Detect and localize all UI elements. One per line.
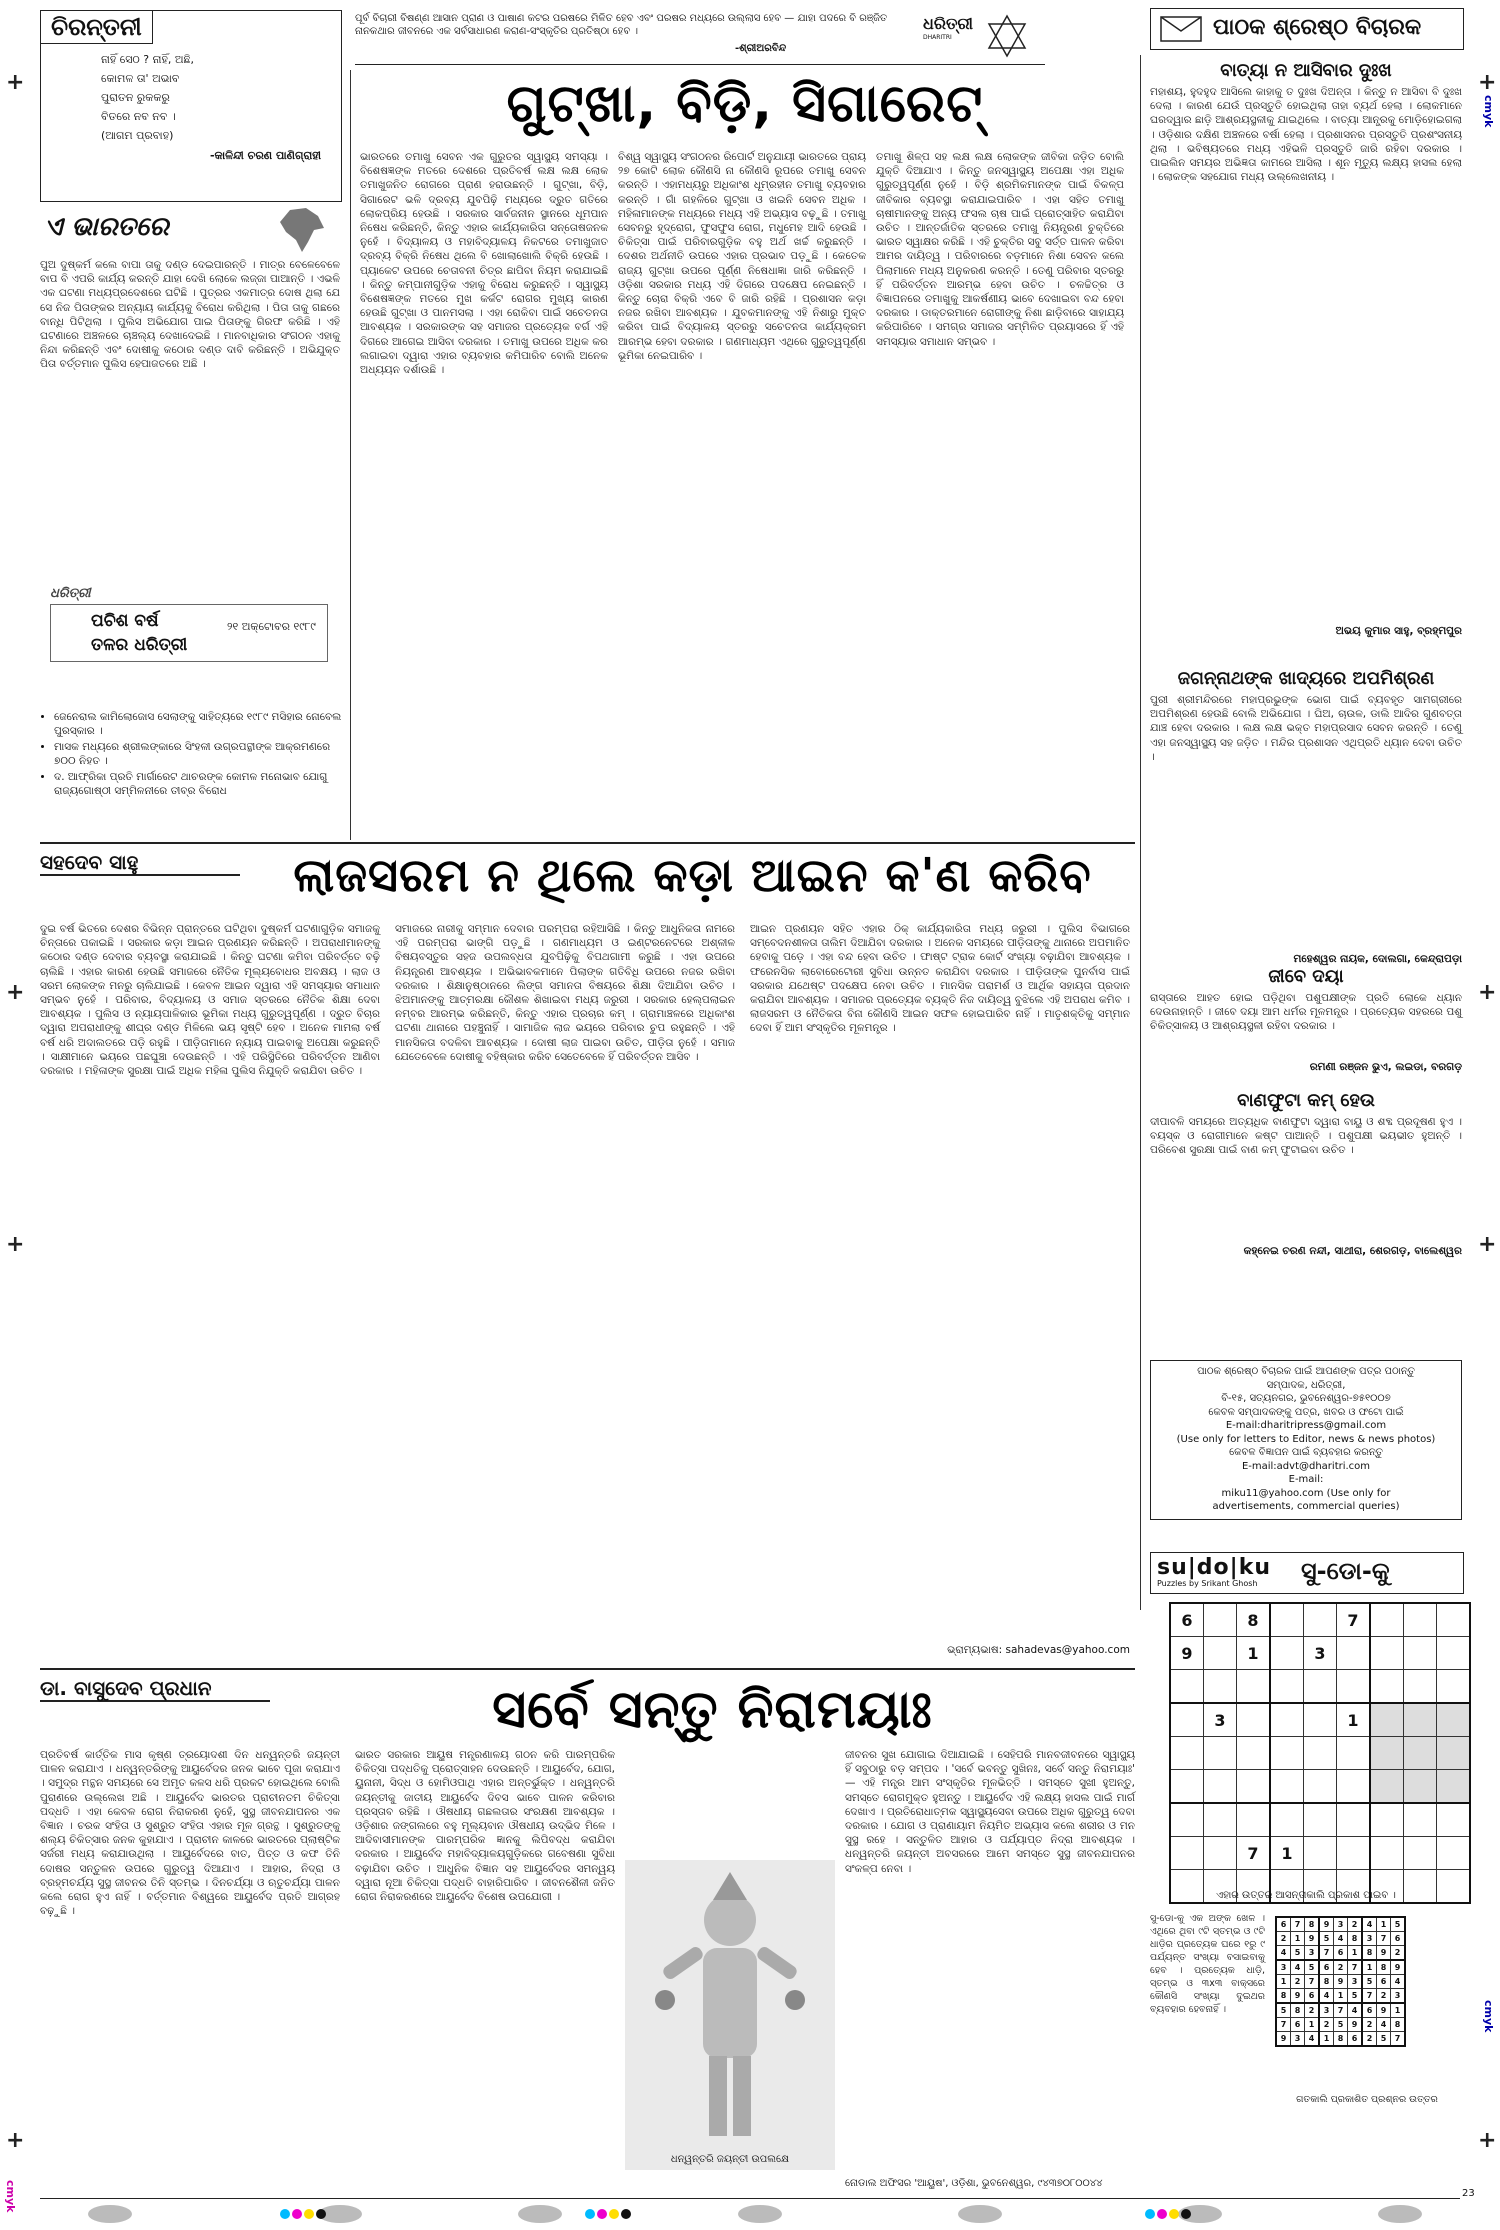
miku-email-link[interactable]: miku11@yahoo.com (Use only for <box>1221 1487 1391 1499</box>
sudoku-cell: 7 <box>1377 1932 1391 1946</box>
sudoku-cell[interactable] <box>1370 1637 1404 1670</box>
sudoku-cell[interactable] <box>1204 1770 1237 1804</box>
sudoku-cell[interactable] <box>1337 1837 1371 1870</box>
masthead-logo: ଧରିତ୍ରୀ DHARITRI <box>923 14 973 41</box>
sudoku-cell: 7 <box>1319 1946 1334 1961</box>
registration-mark: + <box>1478 980 1497 1005</box>
sudoku-cell[interactable] <box>1304 1770 1337 1804</box>
sudoku-cell[interactable] <box>1370 1603 1404 1637</box>
print-color-bar <box>0 2202 1500 2230</box>
registration-mark: + <box>6 980 25 1005</box>
sudoku-cell: 5 <box>1291 1946 1305 1961</box>
sudoku-cell: 8 <box>1305 1917 1320 1932</box>
ebharat-title: ଏ ଭାରତରେ <box>44 212 169 242</box>
sudoku-cell: 4 <box>1276 1946 1291 1961</box>
sudoku-cell[interactable] <box>1170 1837 1204 1870</box>
sudoku-cell: 8 <box>1291 2003 1305 2018</box>
laaj-headline: ଲାଜସରମ ନ ଥିଲେ କଡ଼ା ଆଇନ କ'ଣ କରିବ <box>293 848 1092 902</box>
sudoku-cell: 7 <box>1337 1603 1371 1637</box>
sudoku-cell: 6 <box>1334 1946 1348 1961</box>
letter-4 <box>1150 1090 1466 1258</box>
sudoku-cell: 6 <box>1362 2003 1377 2018</box>
sudoku-cell[interactable] <box>1170 1703 1204 1737</box>
sudoku-row <box>1276 1960 1405 1975</box>
letter-body: ଦୀପାବଳି ସମୟରେ ଅତ୍ୟଧିକ ବାଣଫୁଟା ଦ୍ୱାରା ବାୟୁ ଓ ଶବ୍ଦ ପ୍ରଦୂଷଣ ହୁଏ । ବୟସ୍କ ଓ ରୋଗୀମାନେ କଷ୍ଟ ପାଆନ୍ତି । ପଶୁପକ୍ଷୀ ଭୟଭୀତ ହୁଅନ୍ତି । ପରିବେଶ ସୁରକ୍ଷା ପାଇଁ ବାଣ କମ୍ ଫୁଟାଇବା ଉଚିତ । <box>1150 1116 1466 1157</box>
sudoku-cell[interactable] <box>1270 1603 1304 1637</box>
star-emblem-icon <box>985 12 1030 60</box>
letter-sign: ରମଣୀ ରଞ୍ଜନ ଭୁଏ, ଲଇଡା, ବରଗଡ଼ <box>1309 1061 1462 1073</box>
sudoku-cell[interactable] <box>1337 1637 1371 1670</box>
sudoku-cell[interactable] <box>1170 1770 1204 1804</box>
laaj-col3: ଆଇନ ପ୍ରଣୟନ ସହିତ ଏହାର ଠିକ୍ କାର୍ଯ୍ୟକାରିତା ମଧ୍ୟ ଜରୁରୀ । ପୁଲିସ ବିଭାଗରେ ସମ୍ବେଦନଶୀଳତା ତାଲିମ ଦିଆଯିବା ଦରକାର । ଅନେକ ସମୟରେ ପୀଡ଼ିତାଙ୍କୁ ଥାନାରେ ଅପମାନିତ ହେବାକୁ ପଡ଼େ । ଏହା ବନ୍ଦ ହେବା ଉଚିତ । ଫାଷ୍ଟ ଟ୍ରାକ କୋର୍ଟ ସଂଖ୍ୟା ବଢ଼ାଯିବା ଆବଶ୍ୟକ । ଫରେନସିକ ଲାବୋରେଟୋରୀ ସୁବିଧା ଉନ୍ନତ କରାଯିବା ଦରକାର । ପୀଡ଼ିତାଙ୍କ ପୁନର୍ବାସ ପାଇଁ ସରକାର ଯଥେଷ୍ଟ ପଦକ୍ଷେପ ନେବା ଉଚିତ । ମାନସିକ ପରାମର୍ଶ ଓ ଆର୍ଥିକ ସହାୟତା ପ୍ରଦାନ କରାଯିବା ଆବଶ୍ୟକ । ସମାଜର ପ୍ରତ୍ୟେକ ବ୍ୟକ୍ତି ନିଜ ଦାୟିତ୍ୱ ବୁଝିଲେ ଏହି ଅପରାଧ କମିବ । ଲାଜସରମ ଓ ନୈତିକତା ବିନା କୌଣସି ଆଇନ ସଫଳ ହୋଇପାରିବ ନାହିଁ । ମାତୃଶକ୍ତିକୁ ସମ୍ମାନ ଦେବା ହିଁ ଆମ ସଂସ୍କୃତିର ମୂଳମନ୍ତ୍ର । <box>750 923 1134 1035</box>
sudoku-row <box>1170 1703 1470 1737</box>
sudoku-cell[interactable] <box>1204 1803 1237 1837</box>
sudoku-cell: 7 <box>1334 2003 1348 2018</box>
page-number: 23 <box>1462 2188 1475 2199</box>
sudoku-cell[interactable] <box>1304 1670 1337 1704</box>
sudoku-cell: 2 <box>1319 2018 1334 2032</box>
sudoku-caption: ଏହାର ଉତ୍ତର ଆସନ୍ତାକାଲି ପ୍ରକାଶ ପାଇବ । <box>1216 1890 1396 1901</box>
sudoku-cell[interactable] <box>1337 1670 1371 1704</box>
advt-email-link[interactable]: E-mail:advt@dharitri.com <box>1241 1460 1371 1472</box>
letters-address-box: ପାଠକ ଶ୍ରେଷ୍ଠ ବିଚାରକ ପାଇଁ ଆପଣଙ୍କ ପତ୍ର ପଠାନ୍ତୁ ସମ୍ପାଦକ, ଧରିତ୍ରୀ, ବି-୧୫, ସତ୍ୟନଗର, ଭୁବନେଶ୍ୱର-୭୫୧୦୦୭ କେବଳ ସମ୍ପାଦକଙ୍କୁ ପତ୍ର, ଖବର ଓ ଫଟୋ ପାଇଁ E-mail:dharitripress@gmail.com (Use only for letters to Editor, news & news photos) କେବଳ ବିଜ୍ଞାପନ ପାଇଁ ବ୍ୟବହାର କରନ୍ତୁ E-mail:advt@dharitri.com E-mail: miku11@yahoo.com (Use only for advertisements, commercial queries) <box>1150 1360 1462 1520</box>
sudoku-cell: 4 <box>1291 1960 1305 1975</box>
sudoku-cell: 1 <box>1334 1989 1348 2004</box>
sudoku-cell[interactable] <box>1404 1603 1437 1637</box>
registration-mark: + <box>1478 2128 1497 2153</box>
sudoku-cell: 1 <box>1377 1917 1391 1932</box>
chirantani-title: ଚିରନ୍ତନୀ <box>41 11 153 44</box>
sudoku-cell[interactable] <box>1370 1770 1404 1804</box>
sudoku-cell: 8 <box>1319 1975 1334 1989</box>
sudoku-cell: 8 <box>1276 1989 1291 2004</box>
sudoku-cell: 1 <box>1319 2032 1334 2047</box>
sudoku-cell[interactable] <box>1204 1603 1237 1637</box>
history-line1: ପଚିଶ ବର୍ଷ <box>91 611 159 631</box>
sudoku-cell: 3 <box>1348 1975 1363 1989</box>
sudoku-cell[interactable] <box>1270 1703 1304 1737</box>
sudoku-row <box>1276 2032 1405 2047</box>
letter-title: ବାଣଫୁଟା କମ୍ ହେଉ <box>1237 1090 1375 1111</box>
envelope-icon <box>1159 13 1207 45</box>
letter-title: ଜୀବେ ଦୟା <box>1268 966 1344 987</box>
sudoku-cell: 5 <box>1391 1917 1406 1932</box>
history-label: ଧରିତ୍ରୀ <box>50 586 91 601</box>
sudoku-cell: 7 <box>1348 1960 1363 1975</box>
sudoku-cell: 9 <box>1334 1975 1348 1989</box>
sudoku-cell: 3 <box>1291 2032 1305 2047</box>
sudoku-cell: 1 <box>1305 2018 1320 2032</box>
sudoku-cell: 5 <box>1348 1989 1363 2004</box>
sudoku-table <box>1169 1602 1471 1904</box>
registration-mark: + <box>1478 70 1497 95</box>
sudoku-cell[interactable] <box>1204 1837 1237 1870</box>
sudoku-cell: 3 <box>1304 1637 1337 1670</box>
sudoku-cell: 9 <box>1348 2018 1363 2032</box>
cmyk-mark: cmyk <box>1482 2000 1495 2033</box>
sarve-col2: ଭାରତ ସରକାର ଆୟୁଷ ମନ୍ତ୍ରଣାଳୟ ଗଠନ କରି ପାରମ୍ପରିକ ଚିକିତ୍ସା ପଦ୍ଧତିକୁ ପ୍ରୋତ୍ସାହନ ଦେଉଛନ୍ତି । ଆୟୁର୍ବେଦ, ଯୋଗ, ୟୁନାନୀ, ସିଦ୍ଧ ଓ ହୋମିଓପାଥି ଏହାର ଅନ୍ତର୍ଭୁକ୍ତ । ଧନ୍ୱନ୍ତରି ଜୟନ୍ତୀକୁ ଜାତୀୟ ଆୟୁର୍ବେଦ ଦିବସ ଭାବେ ପାଳନ କରିବାର ପ୍ରସ୍ତାବ ରହିଛି । ଔଷଧୀୟ ଗଛଲତାର ସଂରକ୍ଷଣ ଆବଶ୍ୟକ । ଓଡ଼ିଶାର ଜଙ୍ଗଲରେ ବହୁ ମୂଲ୍ୟବାନ ଔଷଧୀୟ ଉଦ୍ଭିଦ ମିଳେ । ଆଦିବାସୀମାନଙ୍କ ପାରମ୍ପରିକ ଜ୍ଞାନକୁ ଲିପିବଦ୍ଧ କରାଯିବା ଦରକାର । ଆୟୁର୍ବେଦ ମହାବିଦ୍ୟାଳୟଗୁଡ଼ିକରେ ଗବେଷଣା ସୁବିଧା ବଢ଼ାଯିବା ଉଚିତ । ଆଧୁନିକ ବିଜ୍ଞାନ ସହ ଆୟୁର୍ବେଦର ସମନ୍ୱୟ ଦ୍ୱାରା ନୂଆ ଚିକିତ୍ସା ପଦ୍ଧତି ବାହାରିପାରିବ । ଜୀବନଶୈଳୀ ଜନିତ ରୋଗ ନିରାକରଣରେ ଆୟୁର୍ବେଦ ବିଶେଷ ଉପଯୋଗୀ । <box>355 1749 619 1904</box>
sudoku-cell: 1 <box>1348 1946 1363 1961</box>
sudoku-cell[interactable] <box>1370 1703 1404 1737</box>
sudoku-header <box>1150 1552 1464 1594</box>
sudoku-cell[interactable] <box>1404 1703 1437 1737</box>
sudoku-cell: 2 <box>1348 1917 1363 1932</box>
sudoku-cell[interactable] <box>1404 1637 1437 1670</box>
sudoku-cell: 1 <box>1276 1975 1291 1989</box>
sudoku-cell[interactable] <box>1404 1803 1437 1837</box>
india-map-icon <box>272 206 332 256</box>
sudoku-cell: 7 <box>1291 1917 1305 1932</box>
dhanwantari-image <box>625 1860 835 2170</box>
sudoku-cell: 2 <box>1391 1946 1406 1961</box>
sudoku-cell: 2 <box>1305 2003 1320 2018</box>
sudoku-cell: 4 <box>1391 1975 1406 1989</box>
sudoku-cell: 3 <box>1276 1960 1291 1975</box>
sudoku-answer-grid <box>1275 1916 1406 2047</box>
sudoku-cell[interactable] <box>1237 1703 1271 1737</box>
sudoku-row <box>1170 1670 1470 1704</box>
letter-sign: ଅଭୟ କୁମାର ସାହୁ, ବ୍ରହ୍ମପୁର <box>1335 625 1462 637</box>
sudoku-cell: 3 <box>1362 1932 1377 1946</box>
sudoku-answer-table <box>1275 1916 1406 2047</box>
letter-3 <box>1150 966 1466 1074</box>
sudoku-cell[interactable] <box>1370 1737 1404 1770</box>
sudoku-cell: 5 <box>1377 2032 1391 2047</box>
sudoku-cell[interactable] <box>1237 1670 1271 1704</box>
sudoku-cell[interactable] <box>1270 1803 1304 1837</box>
sudoku-cell: 1 <box>1291 1932 1305 1946</box>
sudoku-cell[interactable] <box>1270 1770 1304 1804</box>
sudoku-cell: 3 <box>1204 1703 1237 1737</box>
sudoku-cell: 8 <box>1348 1932 1363 1946</box>
sudoku-cell: 7 <box>1237 1837 1271 1870</box>
gutkha-headline: ଗୁଟ୍‌ଖା, ବିଡ଼ି, ସିଗାରେଟ୍‌ <box>506 74 984 134</box>
sudoku-answer-caption: ଗତକାଲି ପ୍ରକାଶିତ ପ୍ରଶ୍ନର ଉତ୍ତର <box>1296 2094 1438 2105</box>
masthead-quote-strip <box>355 12 1045 65</box>
sudoku-cell[interactable] <box>1170 1737 1204 1770</box>
letter-body: ରାସ୍ତାରେ ଆହତ ହୋଇ ପଡ଼ିଥିବା ପଶୁପକ୍ଷୀଙ୍କ ପ୍ରତି ଲୋକେ ଧ୍ୟାନ ଦେଉନାହାନ୍ତି । ଜୀବେ ଦୟା ଆମ ଧର୍ମର ମୂଳମନ୍ତ୍ର । ପ୍ରତ୍ୟେକ ସହରରେ ପଶୁ ଚିକିତ୍ସାଳୟ ଓ ଆଶ୍ରୟସ୍ଥଳୀ ରହିବା ଦରକାର । <box>1150 992 1466 1033</box>
sudoku-cell: 9 <box>1391 1960 1406 1975</box>
list-item: • ମାସକ ମଧ୍ୟରେ ଶ୍ରୀଲଙ୍କାରେ ସିଂହଳୀ ଉଗ୍ରପନ୍ଥୀଙ୍କ ଆକ୍ରମଣରେ ୭୦୦ ନିହତ । <box>54 740 354 768</box>
sudoku-row <box>1170 1737 1470 1770</box>
sudoku-cell[interactable] <box>1337 1770 1371 1804</box>
registration-mark: + <box>1478 1232 1497 1257</box>
letter-2 <box>1150 668 1466 966</box>
laaj-author: ସହଦେବ ସାହୁ <box>40 850 240 876</box>
registration-mark: + <box>6 1232 25 1257</box>
sudoku-cell: 7 <box>1276 2018 1291 2032</box>
sudoku-cell[interactable] <box>1337 1803 1371 1837</box>
sudoku-cell[interactable] <box>1304 1837 1337 1870</box>
sudoku-cell[interactable] <box>1270 1737 1304 1770</box>
sudoku-cell: 9 <box>1305 1932 1320 1946</box>
sudoku-cell[interactable] <box>1170 1670 1204 1704</box>
letters-banner <box>1150 8 1464 50</box>
sudoku-cell[interactable] <box>1404 1670 1437 1704</box>
sudoku-row <box>1276 1975 1405 1989</box>
sudoku-row <box>1170 1803 1470 1837</box>
sudoku-cell[interactable] <box>1204 1637 1237 1670</box>
list-item: • ଦ. ଆଫ୍ରିକା ପ୍ରତି ମାର୍ଗାରେଟ ଥାଚରଙ୍କ କୋମଳ ମନୋଭାବ ଯୋଗୁ ରାଜ୍ୟଗୋଷ୍ଠୀ ସମ୍ମିଳନୀରେ ତୀବ୍ର ବିରୋଧ <box>54 770 354 798</box>
sudoku-cell[interactable] <box>1370 1803 1404 1837</box>
sudoku-cell[interactable] <box>1170 1803 1204 1837</box>
sudoku-row <box>1276 1932 1405 1946</box>
sudoku-row <box>1170 1603 1470 1637</box>
sudoku-cell: 4 <box>1377 2018 1391 2032</box>
sudoku-cell: 9 <box>1276 2032 1291 2047</box>
sudoku-cell: 5 <box>1319 1932 1334 1946</box>
sudoku-cell: 9 <box>1377 2003 1391 2018</box>
letter-body: ପୁରୀ ଶ୍ରୀମନ୍ଦିରରେ ମହାପ୍ରଭୁଙ୍କ ଭୋଗ ପାଇଁ ବ୍ୟବହୃତ ସାମଗ୍ରୀରେ ଅପମିଶ୍ରଣ ହେଉଛି ବୋଲି ଅଭିଯୋଗ । ଘିଅ, ଚାଉଳ, ଡାଲି ଆଦିର ଗୁଣବତ୍ତା ଯାଞ୍ଚ ହେବା ଦରକାର । ଲକ୍ଷ ଲକ୍ଷ ଭକ୍ତ ମହାପ୍ରସାଦ ସେବନ କରନ୍ତି । ତେଣୁ ଏହା ଜନସ୍ୱାସ୍ଥ୍ୟ ସହ ଜଡ଼ିତ । ମନ୍ଦିର ପ୍ରଶାସନ ଏଥିପ୍ରତି ଧ୍ୟାନ ଦେବା ଉଚିତ । <box>1150 694 1466 763</box>
sudoku-cell[interactable] <box>1437 1803 1471 1837</box>
sudoku-cell[interactable] <box>1270 1637 1304 1670</box>
editor-email-link[interactable]: E-mail:dharitripress@gmail.com <box>1225 1420 1387 1431</box>
letter-title: ବାତ୍ୟା ନ ଆସିବାର ଦୁଃଖ <box>1220 60 1392 81</box>
sudoku-cell[interactable] <box>1237 1770 1271 1804</box>
sudoku-cell: 9 <box>1319 1917 1334 1932</box>
deity-illustration-icon <box>625 1860 835 2150</box>
sudoku-cell: 6 <box>1391 1932 1406 1946</box>
sudoku-cell[interactable] <box>1437 1737 1471 1770</box>
ebharat-header <box>40 212 340 254</box>
sudoku-cell: 6 <box>1170 1603 1204 1637</box>
image-caption: ଧନ୍ୱନ୍ତରି ଜୟନ୍ତୀ ଉପଲକ୍ଷେ <box>670 2154 790 2165</box>
history-list <box>40 710 354 798</box>
sudoku-cell: 2 <box>1377 1989 1391 2004</box>
list-item: • ଜେନେରାଲ କାମିଲୋଜୋସ ସେଲାଙ୍କୁ ସାହିତ୍ୟରେ ୧୯୮୯ ମସିହାର ନୋବେଲ ପୁରସ୍କାର । <box>54 710 354 738</box>
letter-1 <box>1150 60 1466 638</box>
sudoku-howto: ସୁ-ଡୋ-କୁ ଏକ ଅଙ୍କ ଖେଳ । ଏଥିରେ ଥିବା ୯ଟି ସ୍ତମ୍ଭ ଓ ୯ଟି ଧାଡ଼ିର ପ୍ରତ୍ୟେକ ଘରେ ୧ରୁ ୯ ପର୍ଯ୍ୟନ୍ତ ସଂଖ୍ୟା ବସାଇବାକୁ ହେବ । ପ୍ରତ୍ୟେକ ଧାଡ଼ି, ସ୍ତମ୍ଭ ଓ ୩x୩ ବାକ୍ସରେ କୌଣସି ସଂଖ୍ୟା ଦୁଇଥର ବ୍ୟବହାର ହେବନାହିଁ । <box>1150 1913 1269 2015</box>
sudoku-cell[interactable] <box>1437 1603 1471 1637</box>
sudoku-odia-title: ସୁ-ଡୋ-କୁ <box>1301 1557 1390 1585</box>
sudoku-cell[interactable] <box>1204 1670 1237 1704</box>
sudoku-cell: 8 <box>1391 2018 1406 2032</box>
sudoku-cell: 2 <box>1276 1932 1291 1946</box>
sarve-col1: ପ୍ରତିବର୍ଷ କାର୍ତ୍ତିକ ମାସ କୃଷ୍ଣ ତ୍ରୟୋଦଶୀ ଦିନ ଧନ୍ୱନ୍ତରି ଜୟନ୍ତୀ ପାଳନ କରାଯାଏ । ଧନ୍ୱନ୍ତରିଙ୍କୁ ଆୟୁର୍ବେଦର ଜନକ ଭାବେ ପୂଜା କରାଯାଏ । ସମୁଦ୍ର ମନ୍ଥନ ସମୟରେ ସେ ଅମୃତ କଳସ ଧରି ପ୍ରକଟ ହୋଇଥିଲେ ବୋଲି ପୁରାଣରେ ଉଲ୍ଲେଖ ଅଛି । ଆୟୁର୍ବେଦ ଭାରତର ପ୍ରାଚୀନତମ ଚିକିତ୍ସା ପଦ୍ଧତି । ଏହା କେବଳ ରୋଗ ନିରାକରଣ ନୁହେଁ, ସୁସ୍ଥ ଜୀବନଯାପନର ଏକ ବିଜ୍ଞାନ । ଚରକ ସଂହିତା ଓ ସୁଶ୍ରୁତ ସଂହିତା ଏହାର ମୂଳ ଗ୍ରନ୍ଥ । ସୁଶ୍ରୁତଙ୍କୁ ଶଲ୍ୟ ଚିକିତ୍ସାର ଜନକ କୁହାଯାଏ । ପ୍ରାଚୀନ କାଳରେ ଭାରତରେ ପ୍ଲାଷ୍ଟିକ ସର୍ଜରୀ ମଧ୍ୟ କରାଯାଉଥିଲା । ଆୟୁର୍ବେଦରେ ବାତ, ପିତ୍ତ ଓ କଫ ତିନି ଦୋଷର ସନ୍ତୁଳନ ଉପରେ ଗୁରୁତ୍ୱ ଦିଆଯାଏ । ଆହାର, ନିଦ୍ରା ଓ ବ୍ରହ୍ମଚର୍ଯ୍ୟ ସୁସ୍ଥ ଜୀବନର ତିନି ସ୍ତମ୍ଭ । ଦିନଚର୍ଯ୍ୟା ଓ ଋତୁଚର୍ଯ୍ୟା ପାଳନ କଲେ ରୋଗ ହୁଏ ନାହିଁ । ବର୍ତ୍ତମାନ ବିଶ୍ୱରେ ଆୟୁର୍ବେଦ ପ୍ରତି ଆଗ୍ରହ ବଢ଼ୁଛି । <box>40 1749 344 1918</box>
masthead-quote: ପୂର୍ବ ବିଚାରୀ ବିଷଣ୍ଣ ଆସାନ ପ୍ରାଣ ଓ ପାଷାଣ କଟର ପରଷରେ ମିଳିତ ହେବ ଏବଂ ପରଷର ମଧ୍ୟରେ ଉଲ୍ଲାସ ହେବ — ଯାହା ପଦରେ ବି ରଞ୍ଜିତ ନାନକଥାର ଜୀବନରେ ଏକ ସର୍ବସାଧାରଣ କରାଣ-ସଂସ୍କୃତିର ପ୍ରତିଷ୍ଠା ହେବ । <box>355 13 888 37</box>
sudoku-cell[interactable] <box>1304 1603 1337 1637</box>
sudoku-cell[interactable] <box>1337 1737 1371 1770</box>
sudoku-cell[interactable] <box>1304 1737 1337 1770</box>
sudoku-cell: 4 <box>1305 2032 1320 2047</box>
sudoku-cell: 9 <box>1170 1637 1204 1670</box>
sudoku-cell: 3 <box>1319 2003 1334 2018</box>
sudoku-cell: 5 <box>1305 1960 1320 1975</box>
sudoku-cell[interactable] <box>1437 1770 1471 1804</box>
sudoku-cell[interactable] <box>1237 1803 1271 1837</box>
sudoku-cell[interactable] <box>1370 1837 1404 1870</box>
sudoku-cell: 5 <box>1276 2003 1291 2018</box>
sudoku-cell: 8 <box>1237 1603 1271 1637</box>
laaj-col2: ସମାଜରେ ନାରୀକୁ ସମ୍ମାନ ଦେବାର ପରମ୍ପରା ରହିଆସିଛି । କିନ୍ତୁ ଆଧୁନିକତା ନାମରେ ଏହି ପରମ୍ପରା ଭାଙ୍ଗି ପଡ଼ୁଛି । ଗଣମାଧ୍ୟମ ଓ ଇଣ୍ଟରନେଟରେ ଅଶ୍ଳୀଳ ବିଷୟବସ୍ତୁର ସହଜ ଉପଲବ୍ଧତା ଯୁବପିଢ଼ିକୁ ବିପଥଗାମୀ କରୁଛି । ଏହା ଉପରେ ନିୟନ୍ତ୍ରଣ ଆବଶ୍ୟକ । ଅଭିଭାବକମାନେ ପିଲାଙ୍କ ଗତିବିଧି ଉପରେ ନଜର ରଖିବା ଦରକାର । ଶିକ୍ଷାନୁଷ୍ଠାନରେ ଲିଙ୍ଗ ସମାନତା ବିଷୟରେ ଶିକ୍ଷା ଦିଆଯିବା ଉଚିତ । ଝିଅମାନଙ୍କୁ ଆତ୍ମରକ୍ଷା କୌଶଳ ଶିଖାଇବା ମଧ୍ୟ ଜରୁରୀ । ସରକାର ହେଲ୍ପଲାଇନ ନମ୍ବର ଆରମ୍ଭ କରିଛନ୍ତି, କିନ୍ତୁ ଏହାର ପ୍ରଚାର କମ୍ । ଗ୍ରାମାଞ୍ଚଳରେ ଅଧିକାଂଶ ଘଟଣା ଥାନାରେ ପହଞ୍ଚୁନାହିଁ । ସାମାଜିକ ଲାଜ ଭୟରେ ପରିବାର ଚୁପ ରହୁଛନ୍ତି । ଏହି ମାନସିକତା ବଦଳିବା ଆବଶ୍ୟକ । ଦୋଷୀ ଲାଜ ପାଇବା ଉଚିତ, ପୀଡ଼ିତା ନୁହେଁ । ସମାଜ ଯେତେବେଳେ ଦୋଷୀକୁ ବହିଷ୍କାର କରିବ ସେତେବେଳେ ହିଁ ପରିବର୍ତ୍ତନ ଆସିବ । <box>395 923 739 1063</box>
sudoku-cell: 6 <box>1305 1989 1320 2004</box>
sudoku-cell: 2 <box>1362 2032 1377 2047</box>
sudoku-cell: 2 <box>1362 2018 1377 2032</box>
sudoku-cell: 2 <box>1334 1960 1348 1975</box>
sudoku-cell: 1 <box>1237 1637 1271 1670</box>
sudoku-cell[interactable] <box>1304 1703 1337 1737</box>
gutkha-col1: ଭାରତରେ ତମାଖୁ ସେବନ ଏକ ଗୁରୁତର ସ୍ୱାସ୍ଥ୍ୟ ସମସ୍ୟା । ବିଶେଷଜ୍ଞଙ୍କ ମତରେ ଦେଶରେ ପ୍ରତିବର୍ଷ ଲକ୍ଷ ଲକ୍ଷ ଲୋକ ତମାଖୁଜନିତ ରୋଗରେ ପ୍ରାଣ ହରାଉଛନ୍ତି । ଗୁଟ୍‌ଖା, ବିଡ଼ି, ସିଗାରେଟ ଭଳି ଦ୍ରବ୍ୟ ଯୁବପିଢ଼ି ମଧ୍ୟରେ ଦ୍ରୁତ ଗତିରେ ଲୋକପ୍ରିୟ ହେଉଛି । ସରକାର ସାର୍ବଜନୀନ ସ୍ଥାନରେ ଧୂମପାନ ନିଷେଧ କରିଛନ୍ତି, କିନ୍ତୁ ଏହାର କାର୍ଯ୍ୟକାରିତା ସନ୍ତୋଷଜନକ ନୁହେଁ । ବିଦ୍ୟାଳୟ ଓ ମହାବିଦ୍ୟାଳୟ ନିକଟରେ ତମାଖୁଜାତ ଦ୍ରବ୍ୟ ବିକ୍ରି ନିଷେଧ ଥିଲେ ବି ଖୋଲାଖୋଲି ବିକ୍ରି ହେଉଛି । ପ୍ୟାକେଟ ଉପରେ ଚେତାବନୀ ଚିତ୍ର ଛାପିବା ନିୟମ କରାଯାଇଛି । କିନ୍ତୁ କମ୍ପାନୀଗୁଡ଼ିକ ଏହାକୁ ବିରୋଧ କରୁଛନ୍ତି । ସ୍ୱାସ୍ଥ୍ୟ ବିଶେଷଜ୍ଞଙ୍କ ମତରେ ମୁଖ କର୍କଟ ରୋଗର ମୁଖ୍ୟ କାରଣ ହେଉଛି ଗୁଟ୍‌ଖା ଓ ପାନମସଲା । ଏହା ରୋକିବା ପାଇଁ ସଚେତନତା ଆବଶ୍ୟକ । ସରକାରଙ୍କ ସହ ସମାଜର ପ୍ରତ୍ୟେକ ବର୍ଗ ଏହି ଦିଗରେ ଆଗେଇ ଆସିବା ଦରକାର । ତମାଖୁ ଉପରେ ଅଧିକ କର ଲଗାଇବା ଦ୍ୱାରା ଏହାର ବ୍ୟବହାର କମିପାରିବ ବୋଲି ଅନେକ ଅଧ୍ୟୟନ ଦର୍ଶାଉଛି । <box>360 151 612 377</box>
laaj-col1: ଦୁଇ ବର୍ଷ ଭିତରେ ଦେଶର ବିଭିନ୍ନ ପ୍ରାନ୍ତରେ ଘଟିଥିବା ଦୁଷ୍କର୍ମ ଘଟଣାଗୁଡ଼ିକ ସମାଜକୁ ଚିନ୍ତାରେ ପକାଇଛି । ସରକାର କଡ଼ା ଆଇନ ପ୍ରଣୟନ କରିଛନ୍ତି । ଅପରାଧୀମାନଙ୍କୁ କଠୋର ଦଣ୍ଡ ଦେବାର ବ୍ୟବସ୍ଥା କରାଯାଇଛି । କିନ୍ତୁ ଘଟଣା କମିବା ପରିବର୍ତ୍ତେ ବଢ଼ି ଚାଲିଛି । ଏହାର କାରଣ ହେଉଛି ସମାଜରେ ନୈତିକ ମୂଲ୍ୟବୋଧର ଅବକ୍ଷୟ । ଲାଜ ଓ ସରମ ଲୋକଙ୍କ ମନରୁ ଚାଲିଯାଇଛି । କେବଳ ଆଇନ ଦ୍ୱାରା ଏହି ସମସ୍ୟାର ସମାଧାନ ସମ୍ଭବ ନୁହେଁ । ପରିବାର, ବିଦ୍ୟାଳୟ ଓ ସମାଜ ସ୍ତରରେ ନୈତିକ ଶିକ୍ଷା ଦେବା ଆବଶ୍ୟକ । ପୁଲିସ ଓ ନ୍ୟାୟପାଳିକାର ଭୂମିକା ମଧ୍ୟ ଗୁରୁତ୍ୱପୂର୍ଣ୍ଣ । ଦ୍ରୁତ ବିଚାର ଦ୍ୱାରା ଅପରାଧୀଙ୍କୁ ଶୀଘ୍ର ଦଣ୍ଡ ମିଳିଲେ ଭୟ ସୃଷ୍ଟି ହେବ । ଅନେକ ମାମଲା ବର୍ଷ ବର୍ଷ ଧରି ଅଦାଲତରେ ପଡ଼ି ରହୁଛି । ପୀଡ଼ିତାମାନେ ନ୍ୟାୟ ପାଇବାକୁ ଅପେକ୍ଷା କରୁଛନ୍ତି । ସାକ୍ଷୀମାନେ ଭୟରେ ପଛଘୁଞ୍ଚା ଦେଉଛନ୍ତି । ଏହି ପରିସ୍ଥିତିରେ ପରିବର୍ତ୍ତନ ଆଣିବା ଦରକାର । ମହିଳାଙ୍କ ସୁରକ୍ଷା ପାଇଁ ଅଧିକ ମହିଳା ପୁଲିସ ନିଯୁକ୍ତି କରାଯିବା ଉଚିତ । <box>40 923 384 1078</box>
masthead-quote-author: -ଶ୍ରୀଅରବିନ୍ଦ <box>735 43 787 54</box>
sudoku-cell[interactable] <box>1437 1637 1471 1670</box>
sudoku-row <box>1170 1837 1470 1870</box>
sudoku-row <box>1170 1770 1470 1804</box>
sarve-contact: ନୋଡାଲ ଅଫିସର 'ଆୟୁଷ', ଓଡ଼ିଶା, ଭୁବନେଶ୍ୱର, ୯୪୩୭୦୮୦୦୪୪ <box>845 2178 1103 2189</box>
sudoku-cell: 5 <box>1334 2018 1348 2032</box>
sudoku-cell: 3 <box>1334 1917 1348 1932</box>
laaj-email: ଭ୍ରାମ୍ୟଭାଷ: sahadevas@yahoo.com <box>947 1644 1130 1656</box>
sudoku-credit: Puzzles by Srikant Ghosh <box>1157 1579 1258 1588</box>
sudoku-cell: 6 <box>1319 1960 1334 1975</box>
ebharat-body: ପୁଅ ଦୁଷ୍କର୍ମ କଲେ ବାପା ତାକୁ ଦଣ୍ଡ ଦେଇପାରନ୍ତି । ମାତ୍ର ବେଳେବେଳେ ବାପ ବି ଏପରି କାର୍ଯ୍ୟ କରନ୍ତି ଯାହା ଦେଖି ଲୋକେ ଲଜ୍ଜା ପାଆନ୍ତି । ଏଭଳି ଏକ ଘଟଣା ମଧ୍ୟପ୍ରଦେଶରେ ଘଟିଛି । ପୁତ୍ରର ଏକମାତ୍ର ଦୋଷ ଥିଲା ଯେ ସେ ନିଜ ପିତାଙ୍କର ଅନ୍ୟାୟ କାର୍ଯ୍ୟକୁ ବିରୋଧ କରିଥିଲା । ପିତା ତାକୁ ଗଛରେ ବାନ୍ଧି ପିଟିଥିଲା । ପୁଲିସ ଅଭିଯୋଗ ପାଇ ପିତାଙ୍କୁ ଗିରଫ କରିଛି । ଏହି ଘଟଣାରେ ଅଞ୍ଚଳରେ ଚାଞ୍ଚଲ୍ୟ ଦେଖାଦେଇଛି । ମାନବାଧିକାର ସଂଗଠନ ଏହାକୁ ନିନ୍ଦା କରିଛନ୍ତି ଏବଂ ଦୋଷୀକୁ କଠୋର ଦଣ୍ଡ ଦାବି କରିଛନ୍ତି । ଅଭିଯୁକ୍ତ ପିତା ବର୍ତ୍ତମାନ ପୁଲିସ ହେପାଜତରେ ଅଛି । <box>40 259 344 371</box>
sudoku-row <box>1276 2018 1405 2032</box>
sudoku-row <box>1170 1637 1470 1670</box>
sudoku-cell[interactable] <box>1370 1670 1404 1704</box>
sudoku-cell[interactable] <box>1304 1803 1337 1837</box>
registration-mark: + <box>6 2128 25 2153</box>
sarve-col3: ଜୀବନର ସୁଖ ଯୋଗାଇ ଦିଆଯାଇଛି । ସେହିପରି ମାନବଜୀବନରେ ସ୍ୱାସ୍ଥ୍ୟ ହିଁ ସବୁଠାରୁ ବଡ଼ ସମ୍ପଦ । 'ସର୍ବେ ଭବନ୍ତୁ ସୁଖିନଃ, ସର୍ବେ ସନ୍ତୁ ନିରାମୟାଃ' — ଏହି ମନ୍ତ୍ର ଆମ ସଂସ୍କୃତିର ମୂଳଭିତ୍ତି । ସମସ୍ତେ ସୁଖୀ ହୁଅନ୍ତୁ, ସମସ୍ତେ ରୋଗମୁକ୍ତ ହୁଅନ୍ତୁ । ଆୟୁର୍ବେଦ ଏହି ଲକ୍ଷ୍ୟ ହାସଲ ପାଇଁ ମାର୍ଗ ଦେଖାଏ । ପ୍ରତିରୋଧାତ୍ମକ ସ୍ୱାସ୍ଥ୍ୟସେବା ଉପରେ ଅଧିକ ଗୁରୁତ୍ୱ ଦେବା ଦରକାର । ଯୋଗ ଓ ପ୍ରାଣାୟାମ ନିୟମିତ ଅଭ୍ୟାସ କଲେ ଶରୀର ଓ ମନ ସୁସ୍ଥ ରହେ । ସନ୍ତୁଳିତ ଆହାର ଓ ପର୍ଯ୍ୟାପ୍ତ ନିଦ୍ରା ଆବଶ୍ୟକ । ଧନ୍ୱନ୍ତରି ଜୟନ୍ତୀ ଅବସରରେ ଆମେ ସମସ୍ତେ ସୁସ୍ଥ ଜୀବନଯାପନର ସଂକଳ୍ପ ନେବା । <box>845 1749 1139 1875</box>
sudoku-cell: 4 <box>1319 1989 1334 2004</box>
sudoku-cell: 7 <box>1305 1975 1320 1989</box>
sudoku-cell: 1 <box>1362 1960 1377 1975</box>
sudoku-cell: 6 <box>1348 2032 1363 2047</box>
sudoku-cell: 8 <box>1334 2032 1348 2047</box>
chirantani-box <box>40 10 342 202</box>
sudoku-cell[interactable] <box>1404 1770 1437 1804</box>
sudoku-cell: 3 <box>1391 1989 1406 2004</box>
sudoku-cell: 4 <box>1334 1932 1348 1946</box>
sudoku-row <box>1276 1946 1405 1961</box>
sudoku-cell: 1 <box>1337 1703 1371 1737</box>
gutkha-col3: ତମାଖୁ ଶିଳ୍ପ ସହ ଲକ୍ଷ ଲକ୍ଷ ଲୋକଙ୍କ ଜୀବିକା ଜଡ଼ିତ ବୋଲି ଯୁକ୍ତି ଦିଆଯାଏ । କିନ୍ତୁ ଜନସ୍ୱାସ୍ଥ୍ୟ ଅପେକ୍ଷା ଏହା ଅଧିକ ଗୁରୁତ୍ୱପୂର୍ଣ୍ଣ ନୁହେଁ । ବିଡ଼ି ଶ୍ରମିକମାନଙ୍କ ପାଇଁ ବିକଳ୍ପ ଜୀବିକାର ବ୍ୟବସ୍ଥା କରାଯାଇପାରିବ । ଏହା ସହିତ ତମାଖୁ ଚାଷୀମାନଙ୍କୁ ଅନ୍ୟ ଫସଲ ଚାଷ ପାଇଁ ପ୍ରୋତ୍ସାହିତ କରାଯିବା ଉଚିତ । ଆନ୍ତର୍ଜାତିକ ସ୍ତରରେ ତମାଖୁ ନିୟନ୍ତ୍ରଣ ଚୁକ୍ତିରେ ଭାରତ ସ୍ୱାକ୍ଷର କରିଛି । ଏହି ଚୁକ୍ତିର ସବୁ ସର୍ତ୍ତ ପାଳନ କରିବା ଆମର ଦାୟିତ୍ୱ । ପରିବାରରେ ବଡ଼ମାନେ ନିଶା ସେବନ କଲେ ପିଲାମାନେ ମଧ୍ୟ ଅନୁକରଣ କରନ୍ତି । ତେଣୁ ପରିବାର ସ୍ତରରୁ ହିଁ ପରିବର୍ତ୍ତନ ଆରମ୍ଭ ହେବା ଉଚିତ । ଚଳଚ୍ଚିତ୍ର ଓ ବିଜ୍ଞାପନରେ ତମାଖୁକୁ ଆକର୍ଷଣୀୟ ଭାବେ ଦେଖାଇବା ବନ୍ଦ ହେବା ଦରକାର । ଡାକ୍ତରମାନେ ରୋଗୀଙ୍କୁ ନିଶା ଛାଡ଼ିବାରେ ସାହାଯ୍ୟ କରିପାରିବେ । ସମଗ୍ର ସମାଜର ସମ୍ମିଳିତ ପ୍ରୟାସରେ ହିଁ ଏହି ସମସ୍ୟାର ସମାଧାନ ସମ୍ଭବ । <box>876 151 1128 348</box>
chirantani-poem: ନାହିଁ ସେଠ ? ନାହିଁ, ଅଛି, କୋମଳ ତା' ଅଭାବ ପୁରାତନ ରୁକକରୁ ବିତରେ ନବ ନବ । (ଆଗମ ପ୍ରବାହ) <box>101 53 195 142</box>
sudoku-cell[interactable] <box>1437 1670 1471 1704</box>
sudoku-cell[interactable] <box>1437 1703 1471 1737</box>
sudoku-cell: 8 <box>1377 1960 1391 1975</box>
chirantani-author: -କାଳିନ୍ଦୀ ଚରଣ ପାଣିଗ୍ରାହୀ <box>209 149 321 162</box>
sudoku-cell[interactable] <box>1237 1737 1271 1770</box>
sudoku-cell: 6 <box>1291 2018 1305 2032</box>
sudoku-row <box>1276 1917 1405 1932</box>
sudoku-logo: su|do|ku <box>1157 1555 1271 1580</box>
sudoku-cell[interactable] <box>1437 1837 1471 1870</box>
sudoku-cell: 7 <box>1362 1989 1377 2004</box>
sudoku-cell[interactable] <box>1204 1737 1237 1770</box>
sudoku-cell: 2 <box>1291 1975 1305 1989</box>
cmyk-mark: cmyk <box>1482 95 1495 128</box>
letters-banner-title: ପାଠକ ଶ୍ରେଷ୍ଠ ବିଚାରକ <box>1213 15 1422 40</box>
sudoku-row <box>1276 2003 1405 2018</box>
letter-sign: ମହେଶ୍ୱର ନାୟକ, ଦୋଲଗା, କେନ୍ଦ୍ରାପଡ଼ା <box>1293 953 1462 965</box>
sudoku-cell: 4 <box>1362 1917 1377 1932</box>
sudoku-cell: 9 <box>1291 1989 1305 2004</box>
sarve-headline: ସର୍ବେ ସନ୍ତୁ ନିରାମୟାଃ <box>492 1680 933 1740</box>
sudoku-cell: 4 <box>1348 2003 1363 2018</box>
sudoku-grid <box>1169 1602 1471 1904</box>
gutkha-col2: ବିଶ୍ୱ ସ୍ୱାସ୍ଥ୍ୟ ସଂଗଠନର ରିପୋର୍ଟ ଅନୁଯାୟୀ ଭାରତରେ ପ୍ରାୟ ୨୭ କୋଟି ଲୋକ କୌଣସି ନା କୌଣସି ରୂପରେ ତମାଖୁ ସେବନ କରନ୍ତି । ଏହାମଧ୍ୟରୁ ଅଧିକାଂଶ ଧୂମ୍ରହୀନ ତମାଖୁ ବ୍ୟବହାର କରନ୍ତି । ଗାଁ ଗହଳିରେ ଗୁଟ୍‌ଖା ଓ ଖଇନି ସେବନ ଅଧିକ । ମହିଳାମାନଙ୍କ ମଧ୍ୟରେ ମଧ୍ୟ ଏହି ଅଭ୍ୟାସ ବଢ଼ୁଛି । ତମାଖୁ ସେବନରୁ ହୃଦ୍‌ରୋଗ, ଫୁସଫୁସ ରୋଗ, ମଧୁମେହ ଆଦି ହେଉଛି । ଚିକିତ୍ସା ପାଇଁ ପରିବାରଗୁଡ଼ିକ ବହୁ ଅର୍ଥ ଖର୍ଚ୍ଚ କରୁଛନ୍ତି । ଦେଶର ଅର୍ଥନୀତି ଉପରେ ଏହାର ପ୍ରଭାବ ପଡ଼ୁଛି । କେତେକ ରାଜ୍ୟ ଗୁଟ୍‌ଖା ଉପରେ ପୂର୍ଣ୍ଣ ନିଷେଧାଜ୍ଞା ଜାରି କରିଛନ୍ତି । ଓଡ଼ିଶା ସରକାର ମଧ୍ୟ ଏହି ଦିଗରେ ପଦକ୍ଷେପ ନେଇଛନ୍ତି । କିନ୍ତୁ ଚୋରା ବିକ୍ରି ଏବେ ବି ଜାରି ରହିଛି । ପ୍ରଶାସନ କଡ଼ା ନଜର ରଖିବା ଆବଶ୍ୟକ । ଯୁବକମାନଙ୍କୁ ଏହି ନିଶାରୁ ମୁକ୍ତ କରିବା ପାଇଁ ବିଦ୍ୟାଳୟ ସ୍ତରରୁ ସଚେତନତା କାର୍ଯ୍ୟକ୍ରମ ଆରମ୍ଭ ହେବା ଦରକାର । ଗଣମାଧ୍ୟମ ଏଥିରେ ଗୁରୁତ୍ୱପୂର୍ଣ୍ଣ ଭୂମିକା ନେଇପାରିବ । <box>618 151 870 362</box>
sudoku-cell[interactable] <box>1404 1737 1437 1770</box>
sudoku-cell: 1 <box>1391 2003 1406 2018</box>
sudoku-cell[interactable] <box>1404 1837 1437 1870</box>
sudoku-cell: 6 <box>1276 1917 1291 1932</box>
letter-title: ଜଗନ୍ନାଥଙ୍କ ଖାଦ୍ୟରେ ଅପମିଶ୍ରଣ <box>1177 668 1435 689</box>
letter-sign: କହ୍ନେଇ ଚରଣ ନନ୍ଦୀ, ସାଥୀରା, ଶେରଗଡ଼, ବାଲେଶ୍ୱର <box>1243 1245 1462 1257</box>
sudoku-cell: 8 <box>1362 1946 1377 1961</box>
sarve-author: ଡା. ବାସୁଦେବ ପ୍ରଧାନ <box>40 1676 270 1702</box>
sudoku-row <box>1276 1989 1405 2004</box>
history-box <box>40 586 340 706</box>
letter-body: ମହାଶୟ, ହୁଦହୁଦ ଆସିଲେ କାହାକୁ ତ ଦୁଃଖ ଦିଅନ୍ତା । କିନ୍ତୁ ନ ଆସିବା ବି ଦୁଃଖ ଦେଲା । କାରଣ ଯେଉଁ ପ୍ରସ୍ତୁତି ହୋଇଥିଲା ତାହା ବ୍ୟର୍ଥ ହେଲା । ଲୋକମାନେ ଘରଦ୍ୱାର ଛାଡ଼ି ଆଶ୍ରୟସ୍ଥଳୀକୁ ଯାଇଥିଲେ । ବାତ୍ୟା ଆନ୍ଧ୍ରକୁ ମୋଡ଼ିହୋଇଗଲା । ଓଡ଼ିଶାର ଦକ୍ଷିଣ ଅଞ୍ଚଳରେ ବର୍ଷା ହେଲା । ପ୍ରଶାସନର ପ୍ରସ୍ତୁତି ପ୍ରଶଂସନୀୟ ଥିଲା । ଭବିଷ୍ୟତରେ ମଧ୍ୟ ଏହିଭଳି ପ୍ରସ୍ତୁତି ଜାରି ରହିବା ଦରକାର । ପାଇଲିନ ସମୟର ଅଭିଜ୍ଞତା କାମରେ ଆସିଲା । ଶୂନ ମୃତ୍ୟୁ ଲକ୍ଷ୍ୟ ହାସଲ ହେଲା । ଲୋକଙ୍କ ସହଯୋଗ ମଧ୍ୟ ଉଲ୍ଲେଖନୀୟ । <box>1150 86 1466 184</box>
sudoku-cell: 1 <box>1270 1837 1304 1870</box>
history-line2: ତଳର ଧରିତ୍ରୀ <box>91 635 188 655</box>
history-date: ୨୧ ଅକ୍ଟୋବର ୧୯୮୯ <box>227 620 316 633</box>
registration-mark: + <box>6 70 25 95</box>
sudoku-cell: 5 <box>1362 1975 1377 1989</box>
sudoku-cell: 9 <box>1377 1946 1391 1961</box>
sudoku-cell: 6 <box>1377 1975 1391 1989</box>
sudoku-cell: 7 <box>1391 2032 1406 2047</box>
sudoku-cell[interactable] <box>1270 1670 1304 1704</box>
sudoku-cell: 3 <box>1305 1946 1320 1961</box>
cmyk-mark: cmyk <box>4 2180 17 2213</box>
